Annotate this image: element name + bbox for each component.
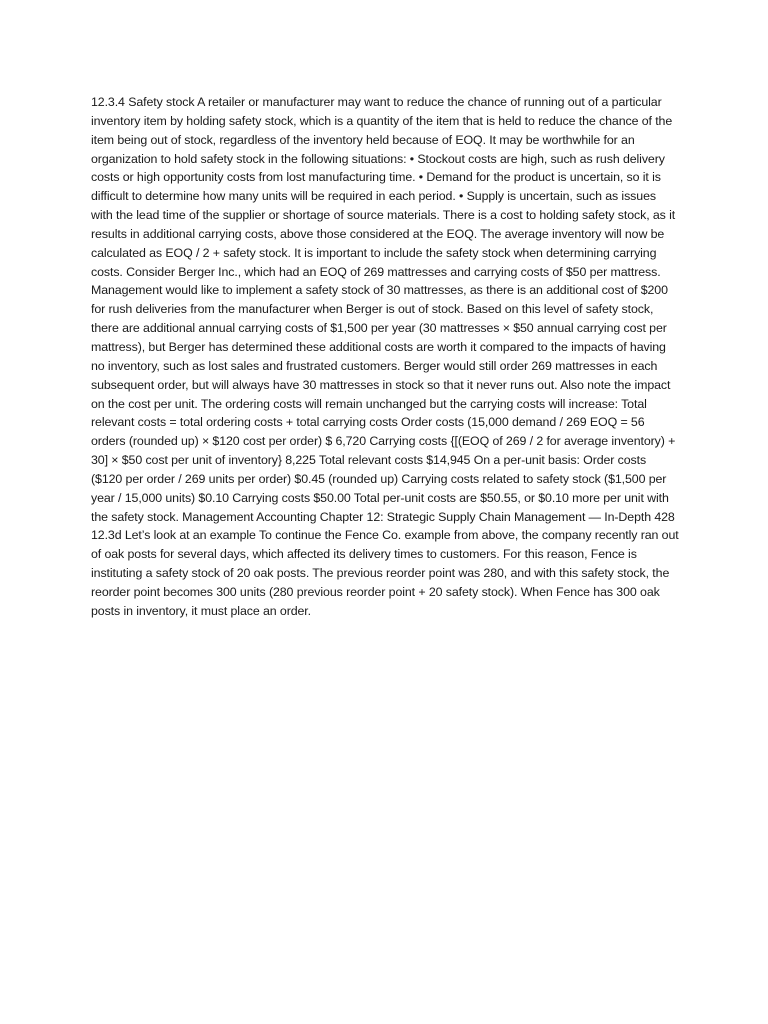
body-paragraph: 12.3.4 Safety stock A retailer or manufacturer may want to reduce the chance of running out of a particular inventory item by holding safety stock, which is a quantity of the item that is held to reduce the chance of the item being out of stock, regardless of the inventory held because of EOQ. It may be worthwhile for an organization to hold safety stock in the following situations: • Stockout costs are high, such as rush delivery costs or high opportunity costs from lost manufacturing time. • Demand for the product is uncertain, so it is difficult to determine how many units will be required in each period. • Supply is uncertain, such as issues with the lead time of the supplier or shortage of source materials. There is a cost to holding safety stock, as it results in additional carrying costs, above those considered at the EOQ. The average inventory will now be calculated as EOQ / 2 + safety stock. It is important to include the safety stock when determining carrying costs. Consider Berger Inc., which had an EOQ of 269 mattresses and carrying costs of $50 per mattress. Management would like to implement a safety stock of 30 mattresses, as there is an additional cost of $200 for rush deliveries from the manufacturer when Berger is out of stock. Based on this level of safety stock, there are additional annual carrying costs of $1,500 per year (30 mattresses × $50 annual carrying cost per mattress), but Berger has determined these additional costs are worth it compared to the impacts of having no inventory, such as lost sales and frustrated customers. Berger would still order 269 mattresses in each subsequent order, but will always have 30 mattresses in stock so that it never runs out. Also note the impact on the cost per unit. The ordering costs will remain unchanged but the carrying costs will increase: Total relevant costs = total ordering costs + total carrying costs Order costs (15,000 demand / 269 EOQ = 56 orders (rounded up) × $120 cost per order) $ 6,720 Carrying costs {[(EOQ of 269 / 2 for average inventory) + 30] × $50 cost per unit of inventory} 8,225 Total relevant costs $14,945 On a per-unit basis: Order costs ($120 per order / 269 units per order) $0.45 (rounded up) Carrying costs related to safety stock ($1,500 per year / 15,000 units) $0.10 Carrying costs $50.00 Total per-unit costs are $50.55, or $0.10 more per unit with the safety stock. Management Accounting Chapter 12: Strategic Supply Chain Management — In-Depth 428 12.3d Let’s look at an example To continue the Fence Co. example from above, the company recently ran out of oak posts for several days, which affected its delivery times to customers. For this reason, Fence is instituting a safety stock of 20 oak posts. The previous reorder point was 280, and with this safety stock, the reorder point becomes 300 units (280 previous reorder point + 20 safety stock). When Fence has 300 oak posts in inventory, it must place an order. [91,95,679,618]
